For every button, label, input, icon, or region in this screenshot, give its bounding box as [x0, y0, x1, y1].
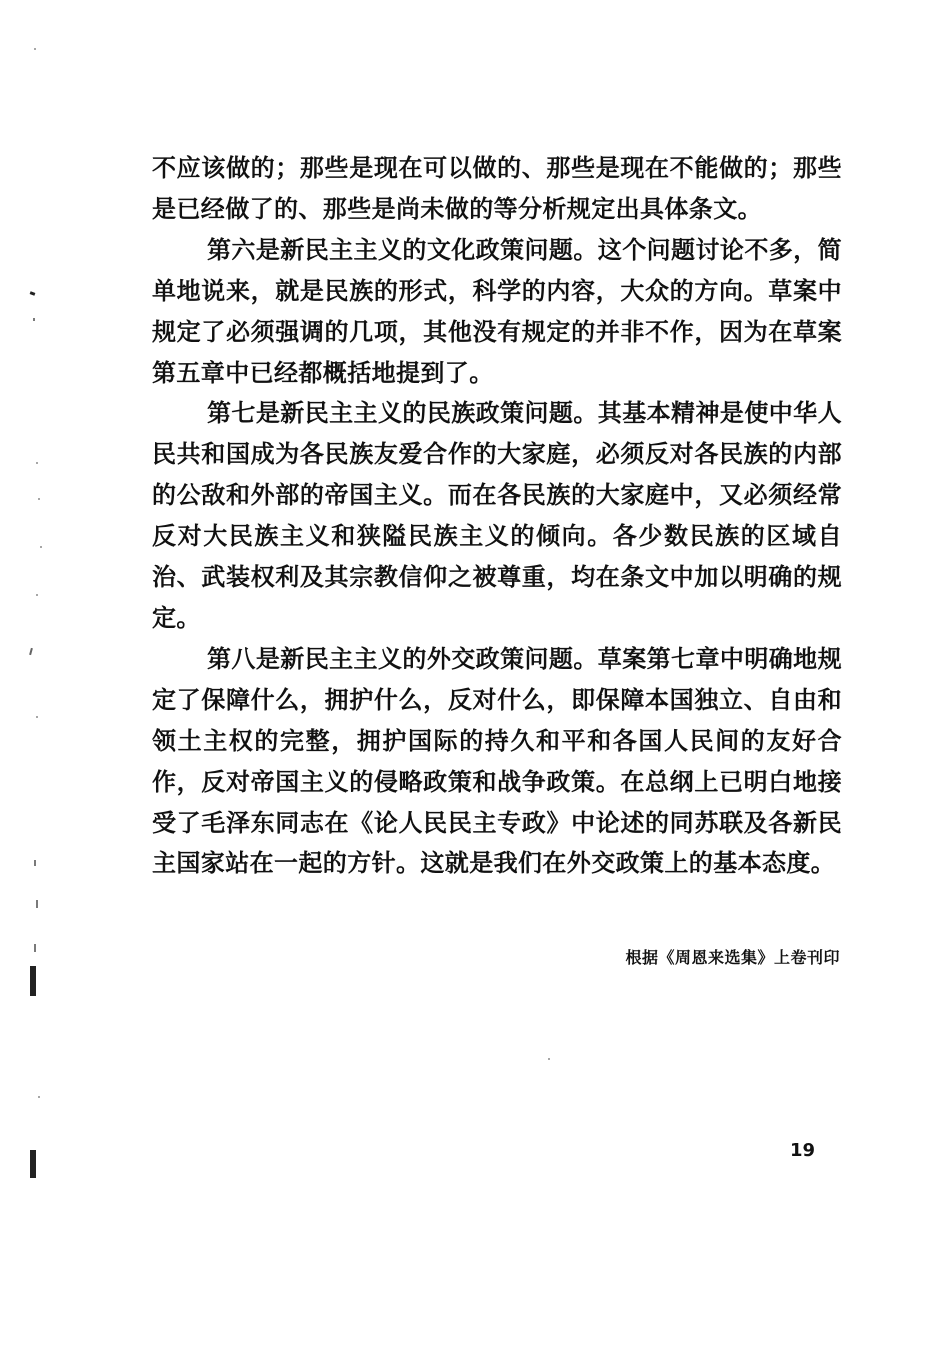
paragraph-foreign-policy: 第八是新民主主义的外交政策问题。草案第七章中明确地规定了保障什么，拥护什么，反对什么，即保障本国独立、自由和领土主权的完整，拥护国际的持久和平和各国人民间的友好合作，反对帝国主义的侵略政策和战争政策。在总纲上已明白地接受了毛泽东同志在《论人民民主专政》中论述的同苏联及各新民主国家站在一起的方针。这就是我们在外交政策上的基本态度。: [152, 643, 842, 878]
scan-mark: [36, 462, 38, 464]
scan-mark: [38, 1096, 40, 1098]
scan-mark: [34, 944, 36, 952]
scan-mark: [38, 498, 40, 500]
paragraph-ethnic-policy: 第七是新民主主义的民族政策问题。其基本精神是使中华人民共和国成为各民族友爱合作的大家庭，必须反对各民族的内部的公敌和外部的帝国主义。而在各民族的大家庭中，又必须经常反对大民族主义和狭隘民族主义的倾向。各少数民族的区域自治、武装权利及其宗教信仰之被尊重，均在条文中加以明确的规定。: [152, 398, 842, 632]
scan-mark: [36, 900, 38, 908]
body-text: [152, 148, 842, 884]
scan-mark: [30, 966, 36, 996]
source-note: 根据《周恩来选集》上卷刊印: [625, 948, 840, 967]
scan-mark: [34, 48, 36, 50]
paragraph-cultural-policy: 第六是新民主主义的文化政策问题。这个问题讨论不多，简单地说来，就是民族的形式，科学的内容，大众的方向。草案中规定了必须强调的几项，其他没有规定的并非不作，因为在草案第五章中已经都概括地提到了。: [152, 234, 842, 387]
scan-mark: [33, 318, 35, 321]
scan-mark: [34, 860, 36, 866]
paragraph-continuation: 不应该做的；那些是现在可以做的、那些是现在不能做的；那些是已经做了的、那些是尚未做的等分析规定出具体条文。: [152, 153, 842, 223]
scan-mark: [548, 1058, 550, 1060]
scan-mark: [30, 291, 36, 296]
scan-mark: [30, 1150, 36, 1178]
page-number: 19: [790, 1140, 816, 1161]
scan-mark: [36, 716, 38, 718]
scan-mark: [29, 648, 33, 655]
scan-mark: [40, 546, 42, 548]
scan-mark: [36, 594, 38, 596]
